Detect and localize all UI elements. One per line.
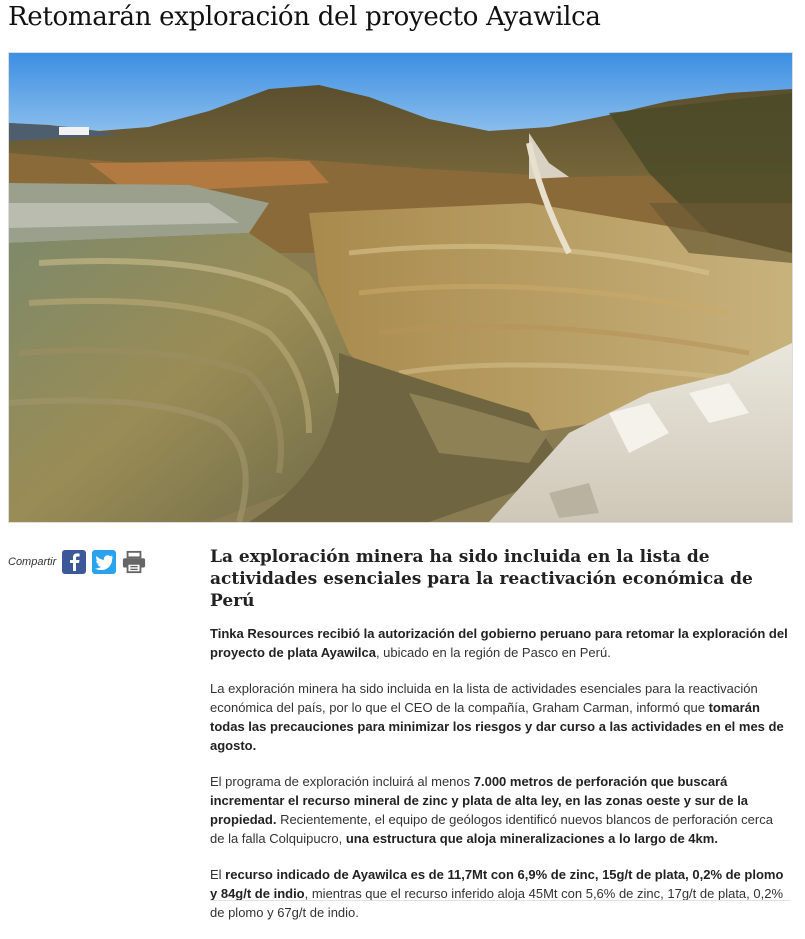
paragraph-3-text-b: Recientemente, el equipo de geólogos identificó nuevos blancos de perforación cerca de la falla Colquipucro, [210,812,773,846]
paragraph-3-text-a: El programa de exploración incluirá al menos [210,774,474,789]
hero-image-open-pit-mine [8,52,793,523]
twitter-share-button[interactable] [92,550,116,574]
facebook-icon [67,553,81,571]
paragraph-1 [210,624,790,662]
paragraph-4-text-a: El [210,867,226,882]
article-title: Retomarán exploración del proyecto Ayawilca [8,2,601,32]
paragraph-3-strong-a: 7.000 metros de perforación que buscará incrementar el recurso mineral de zinc y plata de alta ley, en las zonas oeste y sur de la propiedad. [210,774,749,827]
share-bar [8,548,152,576]
paragraph-3 [210,772,790,848]
divider [210,900,790,901]
paragraph-4-strong: recurso indicado de Ayawilca es de 11,7Mt con 6,9% de zinc, 15g/t de plata, 0,2% de plomo y 84g/t de indio [210,867,784,901]
paragraph-2-strong: tomarán todas las precauciones para minimizar los riesgos y dar curso a las actividades en el mes de agosto. [210,700,784,753]
article-body [210,546,790,939]
paragraph-1-strong: Tinka Resources recibió la autorización del gobierno peruano para retomar la exploración del proyecto de plata Ayawilca [210,626,788,660]
article-subtitle: La exploración minera ha sido incluida en la lista de actividades esenciales para la reactivación económica de Perú [210,547,753,611]
paragraph-1-text: , ubicado en la región de Pasco en Perú. [375,645,611,660]
twitter-icon [95,555,113,570]
paragraph-2-text: La exploración minera ha sido incluida en la lista de actividades esenciales para la reactivación económica del país, por lo que el CEO de la compañía, Graham Carman, informó que [210,681,758,715]
facebook-share-button[interactable] [62,550,86,574]
paragraph-2 [210,679,790,755]
print-button[interactable] [122,550,146,574]
paragraph-4 [210,865,790,922]
paragraph-3-strong-b: una estructura que aloja mineralizaciones a lo largo de 4km. [345,831,718,846]
paragraph-4-text-b: , mientras que el recurso inferido aloja 45Mt con 5,6% de zinc, 17g/t de plata, 0,2% de plomo y 67g/t de indio. [210,886,784,920]
share-label: Compartir [8,556,57,568]
print-icon [122,550,146,574]
